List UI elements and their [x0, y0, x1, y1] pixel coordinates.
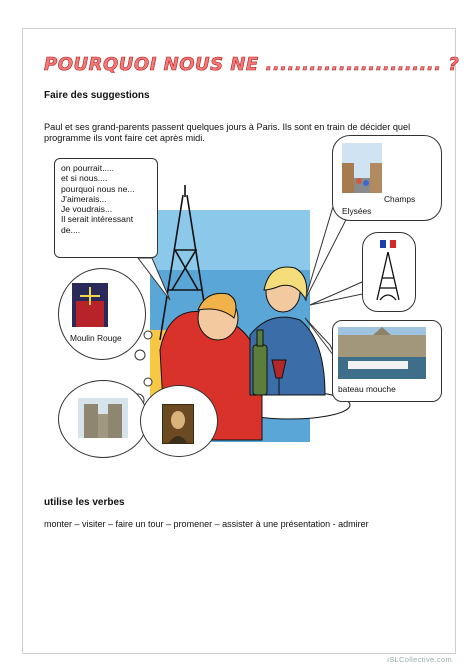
phrase-item: on pourrait..... [61, 163, 115, 173]
phrase-item: J'aimerais... [61, 193, 107, 204]
phrase-item: Je voudrais... [61, 204, 113, 215]
bateau-mouche-label: bateau mouche [338, 384, 396, 394]
champs-label: Champs [384, 194, 416, 204]
worksheet-subtitle: Faire des suggestions [44, 90, 150, 101]
elysees-label: Elysées [342, 206, 372, 216]
phrase-item: et si nous.... [61, 173, 108, 184]
phrase-item: Il serait intéressant [61, 214, 134, 225]
worksheet-title: POURQUOI NOUS NE ........................ ? [44, 54, 460, 75]
verbs-title: utilise les verbes [44, 497, 125, 508]
mona-lisa-photo [162, 404, 194, 444]
phrase-item: de.... [61, 224, 81, 235]
bateau-mouche-photo [338, 327, 426, 379]
notre-dame-photo [78, 398, 128, 438]
verbs-list: monter – visiter – faire un tour – promener – assister à une présentation - admirer [44, 519, 369, 529]
footer-watermark: iSLCollective.com [387, 655, 452, 664]
intro-paragraph: Paul et ses grand-parents passent quelques jours à Paris. Ils sont en train de décider quel programme ils vont faire cet après midi. [44, 122, 411, 143]
champs-elysees-photo [342, 143, 382, 193]
phrase-item: pourquoi nous ne... [61, 183, 135, 194]
moulin-rouge-photo [72, 283, 108, 327]
eiffel-tower-icon [372, 240, 404, 302]
moulin-rouge-label: Moulin Rouge [70, 333, 122, 343]
suggestion-phrases-box [54, 158, 158, 258]
